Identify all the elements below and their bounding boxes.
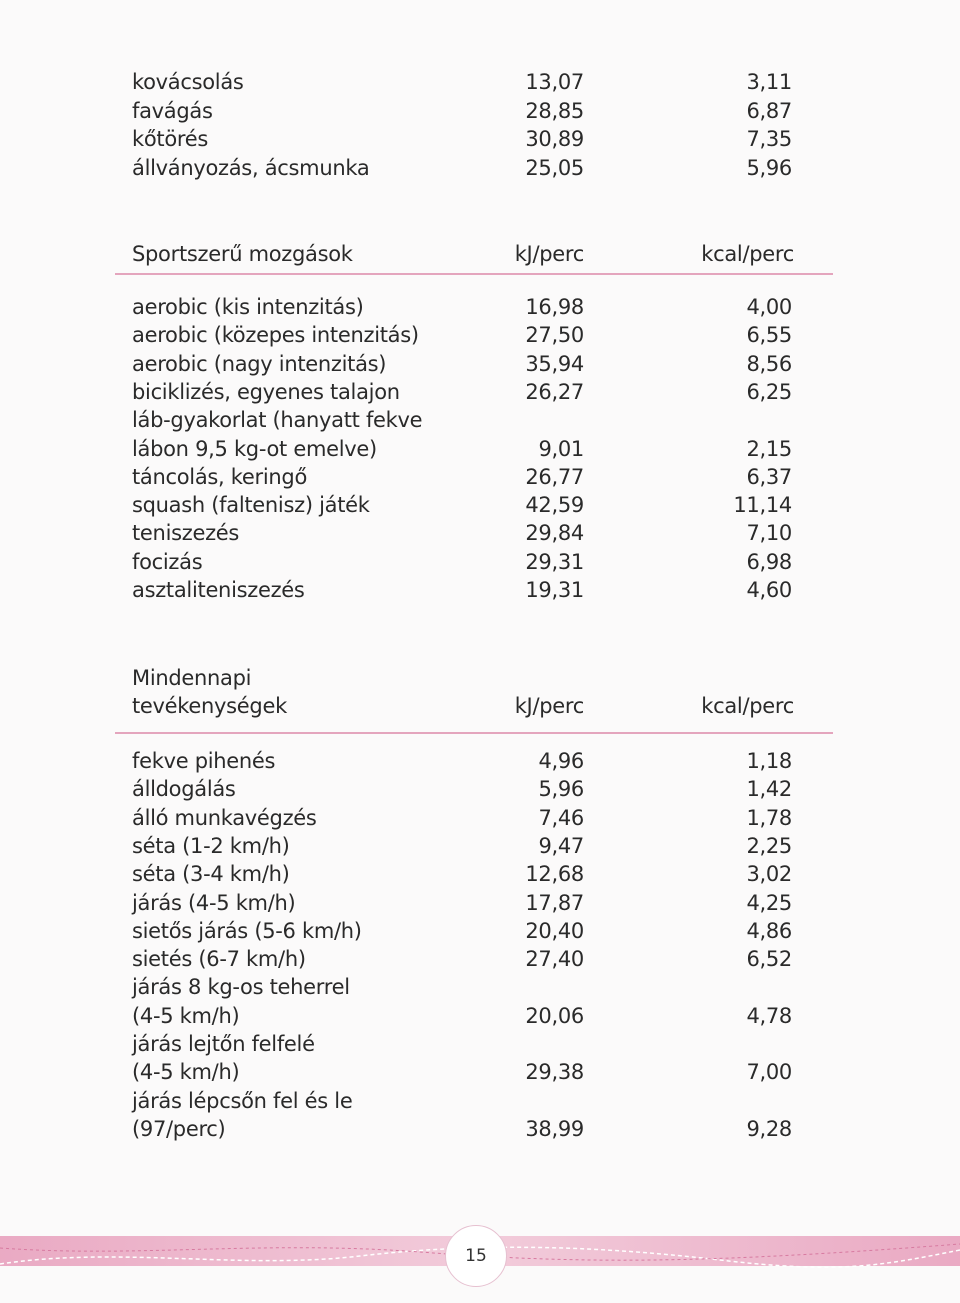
kcal-value: 7,10 <box>746 521 792 546</box>
kj-value: 29,38 <box>525 1060 584 1085</box>
kj-value: 27,50 <box>525 323 584 348</box>
kcal-value: 1,78 <box>746 805 792 830</box>
table-row <box>132 519 792 547</box>
activity-name: (4-5 km/h) <box>132 1003 240 1028</box>
kcal-value: 7,00 <box>746 1060 792 1085</box>
kcal-value: 6,25 <box>746 379 792 404</box>
table-row <box>132 293 792 321</box>
kj-value: 28,85 <box>525 98 584 123</box>
kj-value: 29,31 <box>525 549 584 574</box>
table-row <box>132 860 792 888</box>
activity-name: kőtörés <box>132 127 209 151</box>
activity-name: (97/perc) <box>132 1116 226 1141</box>
kj-value: 26,77 <box>525 464 584 489</box>
kj-value: 12,68 <box>525 862 584 887</box>
kj-value: 42,59 <box>525 493 584 518</box>
kcal-value: 8,56 <box>746 351 792 376</box>
activity-name: álló munkavégzés <box>132 805 317 830</box>
activity-name: aerobic (nagy intenzitás) <box>132 351 387 376</box>
kcal-value: 6,87 <box>746 98 792 123</box>
kcal-value: 2,25 <box>746 833 792 858</box>
kcal-value: 9,28 <box>746 1116 792 1141</box>
section-title-line: tevékenységek <box>132 694 287 718</box>
activity-name: favágás <box>132 98 213 123</box>
page-number: 15 <box>445 1225 507 1287</box>
column-header-kcal: kcal/perc <box>701 694 794 718</box>
kj-value: 19,31 <box>525 578 584 602</box>
table-row <box>132 97 792 125</box>
activity-name: járás lépcsőn fel és le <box>132 1088 353 1113</box>
kj-value: 26,27 <box>525 379 584 404</box>
table-row <box>132 973 792 1001</box>
table-row <box>132 1002 792 1030</box>
activity-name: séta (1-2 km/h) <box>132 833 290 858</box>
header-divider <box>115 273 833 275</box>
kj-value: 27,40 <box>525 947 584 972</box>
activity-name: kovácsolás <box>132 70 244 94</box>
activity-name: teniszezés <box>132 521 240 546</box>
table-row <box>132 889 792 917</box>
table-row <box>132 350 792 378</box>
column-header-kj: kJ/perc <box>514 242 584 266</box>
activity-name: focizás <box>132 549 203 574</box>
table-row <box>132 154 792 182</box>
activity-name: járás 8 kg-os teherrel <box>132 975 350 1000</box>
activity-name: sietős járás (5-6 km/h) <box>132 918 362 943</box>
activity-name: asztaliteniszezés <box>132 578 305 602</box>
kj-value: 5,96 <box>538 777 584 802</box>
table-row <box>132 548 792 576</box>
activity-name: séta (3-4 km/h) <box>132 862 290 887</box>
table-row <box>132 463 792 491</box>
kcal-value: 3,02 <box>746 862 792 887</box>
kcal-value: 6,52 <box>746 947 792 972</box>
kcal-value: 6,55 <box>746 323 792 348</box>
kj-value: 30,89 <box>525 127 584 151</box>
kcal-value: 7,35 <box>746 127 792 151</box>
table-row <box>132 321 792 349</box>
table-row <box>132 747 792 775</box>
table-row <box>132 917 792 945</box>
kj-value: 13,07 <box>525 70 584 94</box>
activity-name: láb-gyakorlat (hanyatt fekve <box>132 408 423 433</box>
table-row <box>132 804 792 832</box>
kj-value: 20,40 <box>525 918 584 943</box>
kj-value: 4,96 <box>538 749 584 773</box>
kcal-value: 6,37 <box>746 464 792 489</box>
kcal-value: 6,98 <box>746 549 792 574</box>
activity-name: táncolás, keringő <box>132 464 307 489</box>
table-row <box>132 491 792 519</box>
table-row <box>132 1115 792 1143</box>
kcal-value: 1,18 <box>746 749 792 773</box>
section-title-line: Mindennapi <box>132 666 252 690</box>
table-row <box>132 775 792 803</box>
section-header-sport <box>132 240 794 268</box>
kj-value: 17,87 <box>525 890 584 915</box>
activity-name: járás lejtőn felfelé <box>132 1032 315 1056</box>
table-row <box>132 1087 792 1115</box>
kcal-value: 11,14 <box>733 493 792 518</box>
kcal-value: 2,15 <box>746 436 792 461</box>
kj-value: 29,84 <box>525 521 584 546</box>
table-row <box>132 406 792 434</box>
column-header-kcal: kcal/perc <box>701 242 794 266</box>
activity-name: biciklizés, egyenes talajon <box>132 379 400 404</box>
section-header-daily <box>132 664 794 720</box>
kcal-value: 4,00 <box>746 295 792 319</box>
table-row <box>132 576 792 604</box>
kj-value: 16,98 <box>525 295 584 319</box>
header-divider <box>115 732 833 734</box>
column-header-kj: kJ/perc <box>514 694 584 718</box>
activity-name: lábon 9,5 kg-ot emelve) <box>132 436 377 461</box>
kcal-value: 1,42 <box>746 777 792 802</box>
table-row <box>132 68 792 96</box>
kj-value: 7,46 <box>538 805 584 830</box>
activity-name: aerobic (kis intenzitás) <box>132 295 364 319</box>
table-row <box>132 435 792 463</box>
kcal-value: 4,25 <box>746 890 792 915</box>
table-row <box>132 1058 792 1086</box>
kcal-value: 4,60 <box>746 578 792 602</box>
section-title: Sportszerű mozgások <box>132 242 353 266</box>
kj-value: 38,99 <box>525 1116 584 1141</box>
kcal-value: 5,96 <box>746 155 792 180</box>
activity-name: állványozás, ácsmunka <box>132 155 370 180</box>
kj-value: 20,06 <box>525 1003 584 1028</box>
table-row <box>132 378 792 406</box>
kcal-value: 4,78 <box>746 1003 792 1028</box>
table-row <box>132 832 792 860</box>
activity-name: sietés (6-7 km/h) <box>132 947 306 972</box>
table-row <box>132 945 792 973</box>
kcal-value: 4,86 <box>746 918 792 943</box>
kj-value: 25,05 <box>525 155 584 180</box>
activity-name: fekve pihenés <box>132 749 276 773</box>
kj-value: 9,01 <box>538 436 584 461</box>
kj-value: 35,94 <box>525 351 584 376</box>
kcal-value: 3,11 <box>746 70 792 94</box>
activity-name: aerobic (közepes intenzitás) <box>132 323 419 348</box>
activity-name: squash (faltenisz) játék <box>132 493 370 518</box>
activity-name: (4-5 km/h) <box>132 1060 240 1085</box>
activity-name: járás (4-5 km/h) <box>132 890 296 915</box>
activity-name: álldogálás <box>132 777 236 802</box>
kj-value: 9,47 <box>538 833 584 858</box>
table-row <box>132 1030 792 1058</box>
table-row <box>132 125 792 153</box>
section-title <box>132 664 287 720</box>
